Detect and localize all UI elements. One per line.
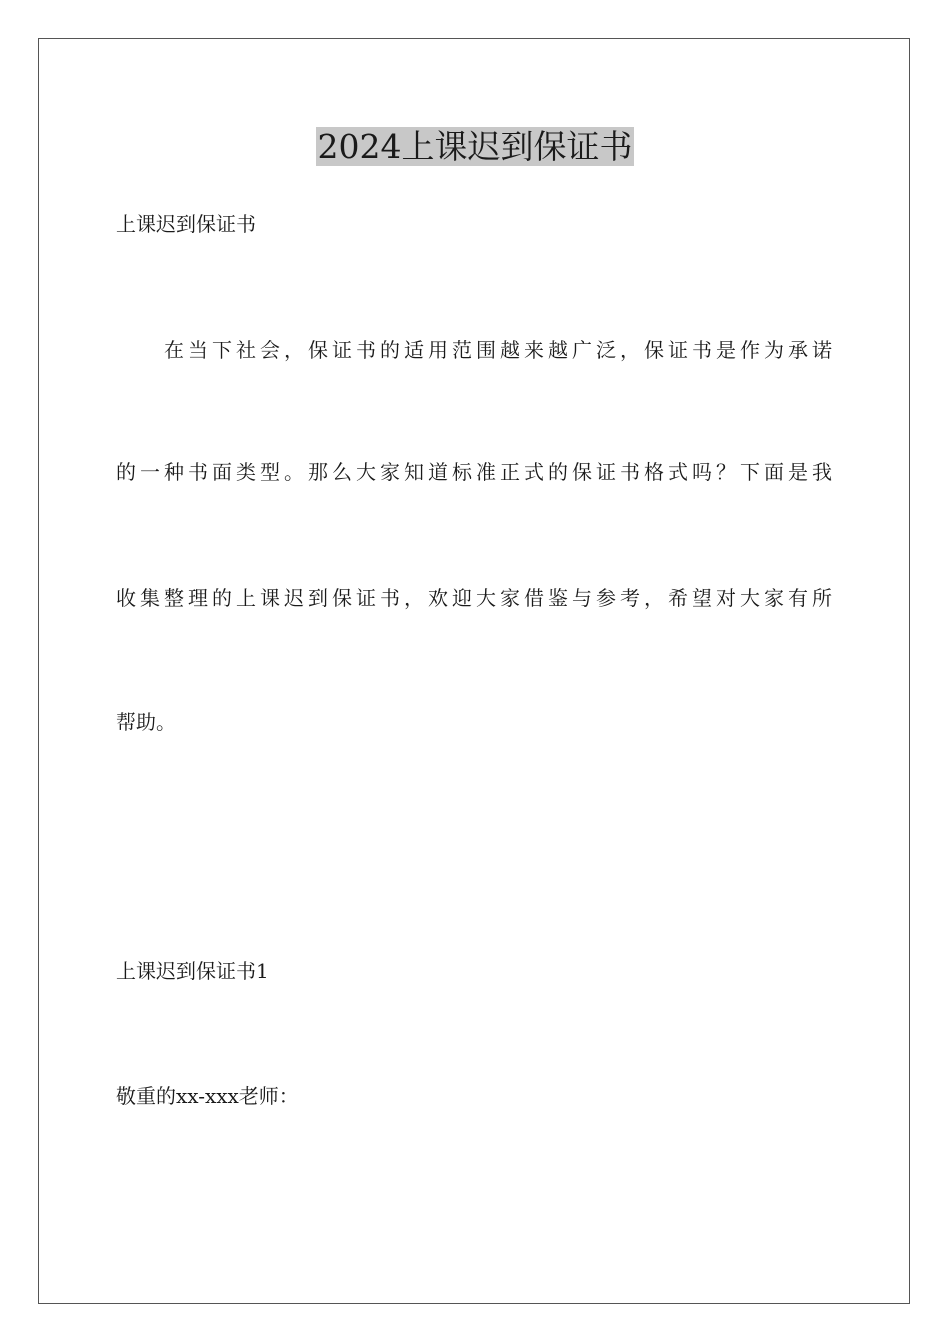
intro-line-2: 的一种书面类型。那么大家知道标准正式的保证书格式吗？下面是我 (116, 460, 832, 484)
document-title-text: 2024上课迟到保证书 (317, 127, 633, 166)
intro-line-1: 在当下社会，保证书的适用范围越来越广泛，保证书是作为承诺 (164, 338, 832, 362)
intro-line-3: 收集整理的上课迟到保证书，欢迎大家借鉴与参考，希望对大家有所 (116, 586, 832, 610)
document-title (0, 124, 950, 170)
document-subtitle: 上课迟到保证书 (116, 212, 256, 236)
intro-line-4: 帮助。 (116, 710, 176, 734)
section-heading: 上课迟到保证书1 (116, 959, 269, 983)
salutation: 敬重的xx-xxx老师： (116, 1084, 299, 1108)
